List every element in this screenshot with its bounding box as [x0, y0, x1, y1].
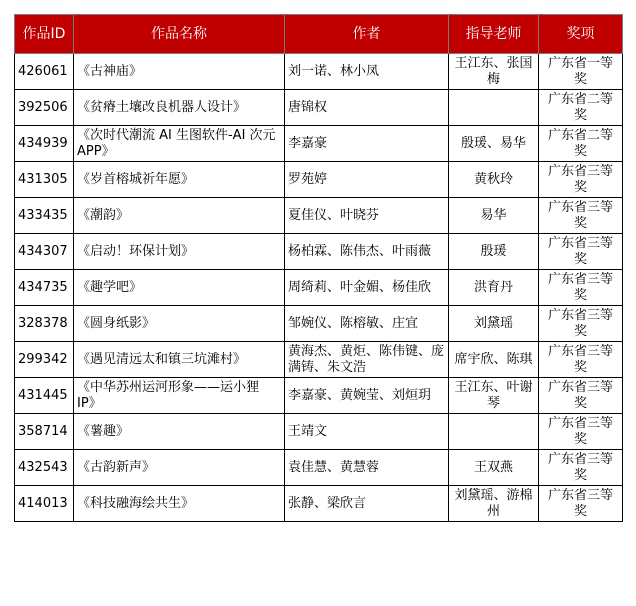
cell-name: 《趣学吧》	[74, 270, 285, 306]
cell-name: 《中华苏州运河形象——运小狸 IP》	[74, 378, 285, 414]
table-row	[15, 414, 623, 450]
cell-award: 广东省一等奖	[539, 54, 623, 90]
cell-award: 广东省三等奖	[539, 450, 623, 486]
cell-teacher: 王江东、张国梅	[449, 54, 539, 90]
cell-award: 广东省三等奖	[539, 162, 623, 198]
cell-name: 《岁首榕城祈年愿》	[74, 162, 285, 198]
cell-award: 广东省三等奖	[539, 270, 623, 306]
cell-id: 414013	[15, 486, 74, 522]
cell-award: 广东省二等奖	[539, 90, 623, 126]
table-row	[15, 450, 623, 486]
header-id: 作品ID	[15, 15, 74, 54]
cell-name: 《贫瘠土壤改良机器人设计》	[74, 90, 285, 126]
cell-author: 罗苑婷	[285, 162, 449, 198]
cell-id: 434939	[15, 126, 74, 162]
cell-name: 《古神庙》	[74, 54, 285, 90]
table-row	[15, 54, 623, 90]
cell-award: 广东省三等奖	[539, 378, 623, 414]
table-row	[15, 198, 623, 234]
header-award: 奖项	[539, 15, 623, 54]
cell-name: 《次时代潮流 AI 生图软件-AI 次元 APP》	[74, 126, 285, 162]
table-row	[15, 486, 623, 522]
cell-award: 广东省二等奖	[539, 126, 623, 162]
header-row	[15, 15, 623, 54]
cell-name: 《薯趣》	[74, 414, 285, 450]
cell-id: 434735	[15, 270, 74, 306]
table-row	[15, 234, 623, 270]
cell-award: 广东省三等奖	[539, 414, 623, 450]
header-teacher: 指导老师	[449, 15, 539, 54]
cell-id: 426061	[15, 54, 74, 90]
cell-id: 433435	[15, 198, 74, 234]
cell-author: 夏佳仪、叶晓芬	[285, 198, 449, 234]
table-row	[15, 378, 623, 414]
cell-teacher	[449, 90, 539, 126]
cell-id: 299342	[15, 342, 74, 378]
cell-author: 唐锦权	[285, 90, 449, 126]
cell-name: 《古韵新声》	[74, 450, 285, 486]
table-row	[15, 90, 623, 126]
cell-author: 黄海杰、黄炬、陈伟键、庞满铸、朱文浩	[285, 342, 449, 378]
cell-award: 广东省三等奖	[539, 234, 623, 270]
cell-teacher: 殷瑗	[449, 234, 539, 270]
cell-author: 刘一诺、林小凤	[285, 54, 449, 90]
cell-name: 《遇见清远太和镇三坑滩村》	[74, 342, 285, 378]
header-author: 作者	[285, 15, 449, 54]
cell-teacher: 刘黛瑶	[449, 306, 539, 342]
header-name: 作品名称	[74, 15, 285, 54]
cell-award: 广东省三等奖	[539, 342, 623, 378]
cell-teacher: 王江东、叶谢琴	[449, 378, 539, 414]
table-row	[15, 306, 623, 342]
cell-award: 广东省三等奖	[539, 198, 623, 234]
cell-teacher: 刘黛瑶、游棉州	[449, 486, 539, 522]
cell-author: 李嘉豪	[285, 126, 449, 162]
table-row	[15, 162, 623, 198]
table-row	[15, 342, 623, 378]
cell-teacher: 王双燕	[449, 450, 539, 486]
cell-name: 《启动！环保计划》	[74, 234, 285, 270]
cell-teacher: 殷瑗、易华	[449, 126, 539, 162]
table-row	[15, 270, 623, 306]
cell-teacher: 易华	[449, 198, 539, 234]
cell-id: 434307	[15, 234, 74, 270]
cell-author: 邹婉仪、陈榕敏、庄宜	[285, 306, 449, 342]
cell-award: 广东省三等奖	[539, 306, 623, 342]
cell-author: 杨柏霖、陈伟杰、叶雨薇	[285, 234, 449, 270]
cell-author: 周绮莉、叶金媚、杨佳欣	[285, 270, 449, 306]
cell-id: 358714	[15, 414, 74, 450]
cell-name: 《科技融海绘共生》	[74, 486, 285, 522]
cell-author: 李嘉豪、黄婉莹、刘烜玥	[285, 378, 449, 414]
cell-teacher: 洪育丹	[449, 270, 539, 306]
cell-teacher: 席宇欣、陈琪	[449, 342, 539, 378]
table-header	[15, 15, 623, 54]
cell-name: 《潮韵》	[74, 198, 285, 234]
table-body	[15, 54, 623, 522]
cell-id: 392506	[15, 90, 74, 126]
cell-author: 王靖文	[285, 414, 449, 450]
cell-name: 《圆身纸影》	[74, 306, 285, 342]
cell-teacher: 黄秋玲	[449, 162, 539, 198]
cell-id: 432543	[15, 450, 74, 486]
cell-author: 袁佳慧、黄慧蓉	[285, 450, 449, 486]
awards-table	[14, 14, 623, 522]
cell-id: 328378	[15, 306, 74, 342]
cell-author: 张静、梁欣言	[285, 486, 449, 522]
cell-id: 431305	[15, 162, 74, 198]
cell-award: 广东省三等奖	[539, 486, 623, 522]
table-row	[15, 126, 623, 162]
cell-id: 431445	[15, 378, 74, 414]
cell-teacher	[449, 414, 539, 450]
